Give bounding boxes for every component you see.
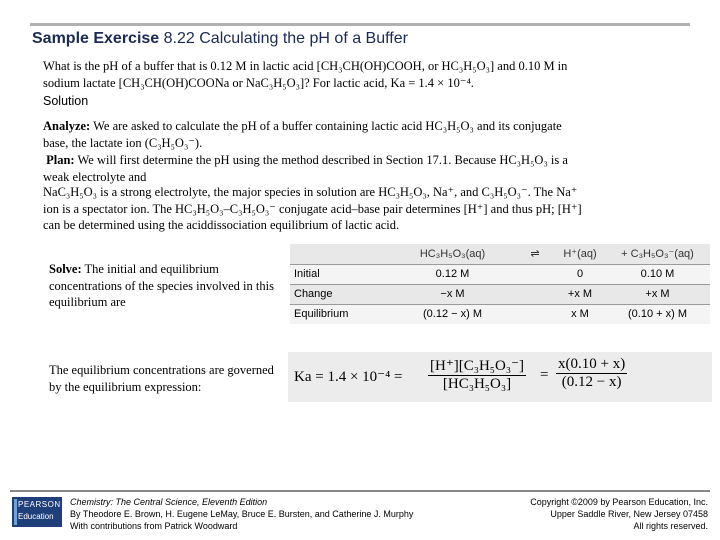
ice-header-cell: H⁺(aq) <box>563 248 597 261</box>
plan-cont-line-2: ion is a spectator ion. The HC₃H₅O₃–C₃H₅O₃⁻ conjugate acid–base pair determines [H⁺] and thus pH; [H⁺] <box>43 201 582 216</box>
ice-header-cell: + C₃H₅O₃⁻(aq) <box>621 248 694 261</box>
solve-paragraph <box>49 261 279 311</box>
ice-row-label: Equilibrium <box>290 304 390 324</box>
pearson-logo <box>12 497 62 527</box>
logo-line-1: PEARSON <box>18 500 61 509</box>
ice-cell: (0.12 − x) M <box>390 304 515 324</box>
fraction-2-denominator: (0.12 − x) <box>561 374 622 390</box>
ice-cell <box>515 264 555 284</box>
question-line-1: What is the pH of a buffer that is 0.12 M in lactic acid [CH₃CH(OH)COOH, or HC₃H₅O₃] and 0.10 M in <box>43 59 568 73</box>
analyze-label: Analyze: <box>43 119 91 133</box>
solve-label: Solve: <box>49 262 82 276</box>
logo-line-2: Education <box>18 512 54 521</box>
ice-cell: +x M <box>605 284 710 304</box>
title-rest: 8.22 Calculating the pH of a Buffer <box>159 30 408 47</box>
plan-continued-paragraph <box>43 184 643 234</box>
ice-row-label: Initial <box>290 264 390 284</box>
footer-contributions: With contributions from Patrick Woodward <box>70 521 238 531</box>
ice-header-cell: HC₃H₅O₃(aq) <box>419 247 486 260</box>
ice-cell: −x M <box>390 284 515 304</box>
footer-copyright-line-2: Upper Saddle River, New Jersey 07458 <box>550 509 708 519</box>
plan-line-1: We will first determine the pH using the method described in Section 17.1. Because HC₃H₅O₃ is a <box>74 153 568 167</box>
top-divider <box>30 23 690 26</box>
footer-book-title: Chemistry: The Central Science, Eleventh Edition <box>70 497 268 507</box>
footer-copyright-line-1: Copyright ©2009 by Pearson Education, Inc. <box>530 497 708 507</box>
ice-cell: 0.10 M <box>605 264 710 284</box>
ice-cell: (0.10 + x) M <box>605 304 710 324</box>
ice-header-cell: ⇌ <box>530 248 540 261</box>
footer-citation <box>70 496 413 532</box>
ice-row-change <box>290 284 710 304</box>
analyze-line-2: base, the lactate ion (C₃H₅O₃⁻). <box>43 135 203 150</box>
equation-fraction-2 <box>556 356 627 391</box>
plan-cont-line-3: can be determined using the aciddissociation equilibrium of lactic acid. <box>43 218 400 232</box>
ice-header-cell <box>290 244 390 264</box>
plan-line-2: weak electrolyte and <box>43 169 147 184</box>
plan-paragraph <box>43 152 643 185</box>
ice-cell <box>515 284 555 304</box>
equation-lhs: Ka = 1.4 × 10⁻⁴ = <box>294 369 403 385</box>
ice-header-row <box>290 244 710 264</box>
ice-cell <box>515 304 555 324</box>
equation-equals: = <box>540 367 549 383</box>
analyze-paragraph <box>43 118 643 151</box>
question-paragraph <box>43 58 643 91</box>
ice-table <box>290 244 710 324</box>
equilibrium-expression <box>288 352 712 402</box>
logo-accent-bar <box>14 499 17 525</box>
ice-cell: x M <box>555 304 605 324</box>
solve-text: The initial and equilibrium concentrations of the species involved in this equilibrium are <box>49 262 274 309</box>
footer-divider <box>10 490 710 492</box>
fraction-1-denominator: [HC₃H₅O₃] <box>442 376 512 392</box>
fraction-2-numerator: x(0.10 + x) <box>558 356 626 372</box>
ice-row-label: Change <box>290 284 390 304</box>
slide-title <box>32 30 408 48</box>
equation-fraction-1 <box>428 356 526 393</box>
footer-copyright-line-3: All rights reserved. <box>633 521 708 531</box>
ice-cell: +x M <box>555 284 605 304</box>
plan-label: Plan: <box>46 153 75 167</box>
ice-row-equilibrium <box>290 304 710 324</box>
ice-row-initial <box>290 264 710 284</box>
ice-cell: 0.12 M <box>390 264 515 284</box>
fraction-1-numerator: [H⁺][C₃H₅O₃⁻] <box>430 358 525 374</box>
ice-cell: 0 <box>555 264 605 284</box>
title-bold: Sample Exercise <box>32 30 160 47</box>
question-line-2: sodium lactate [CH₃CH(OH)COONa or NaC₃H₅O₃]? For lactic acid, Ka = 1.4 × 10⁻⁴. <box>43 75 474 90</box>
analyze-line-1: We are asked to calculate the pH of a buffer containing lactic acid HC₃H₅O₃ and its conjugate <box>90 119 562 133</box>
footer-copyright <box>530 496 708 532</box>
plan-cont-line-1: NaC₃H₅O₃ is a strong electrolyte, the major species in solution are HC₃H₅O₃, Na⁺, and C₃H₅O₃⁻. The Na⁺ <box>43 185 578 199</box>
footer-authors: By Theodore E. Brown, H. Eugene LeMay, Bruce E. Bursten, and Catherine J. Murphy <box>70 509 414 519</box>
equilibrium-expression-text: The equilibrium concentrations are governed by the equilibrium expression: <box>49 363 274 394</box>
solution-heading: Solution <box>43 94 89 108</box>
